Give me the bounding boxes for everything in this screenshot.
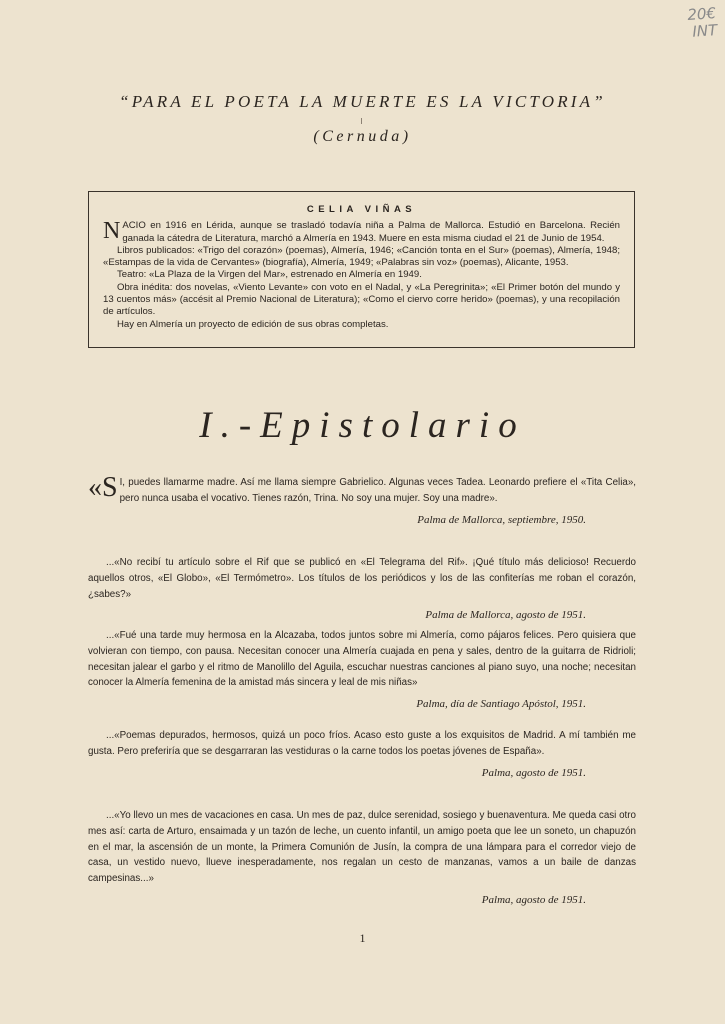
fold-mark bbox=[361, 118, 362, 124]
letter-body: I, puedes llamarme madre. Así me llama siempre Gabrielico. Algunas veces Tadea. Leonardo prefiere el «Tita Celia», pero nunca usaba el vocativo. Tienes razón, Trina. No soy una mujer. Soy una madre». bbox=[119, 477, 636, 504]
letter-place-date: Palma de Mallorca, septiembre, 1950. bbox=[417, 513, 586, 526]
biography-paragraph bbox=[103, 220, 620, 245]
letter-excerpt bbox=[88, 472, 636, 528]
letter-place-date: Palma, agosto de 1951. bbox=[481, 766, 586, 779]
biography-theatre: Teatro: «La Plaza de la Virgen del Mar», estrenado en Almería en 1949. bbox=[117, 269, 422, 281]
section-title: I.-Epistolario bbox=[199, 405, 526, 446]
handwritten-note bbox=[687, 5, 718, 41]
letter-excerpt bbox=[88, 628, 636, 713]
letter-excerpt bbox=[88, 555, 636, 624]
letter-text: ...«Yo llevo un mes de vacaciones en casa. Un mes de paz, dulce serenidad, sosiego y buenaventura. Me queda casi otro mes así: carta de Arturo, ensaimada y un tazón de leche, un cuento infantil, un amigo poeta que lee un soneto, un chapuzón en el mar, la ascensión de un monte, la Primera Comunión de Jusín, la compra de una lámpara para el corredor viejo de casa, un vestido nuevo, llueve inesperadamente, nos regalan un cesto de manzanas, vamos a un baile de danzas campesinas...» bbox=[88, 810, 636, 885]
biography-text: ACIO en 1916 en Lérida, aunque se trasladó todavía niña a Palma de Mallorca. Estudió en Barcelona. Recién ganada la cátedra de Literatura, marchó a Almería en 1943. Muere en esta misma ciudad el 21 de Junio de 1954. bbox=[122, 220, 620, 244]
page-number: 1 bbox=[359, 931, 366, 945]
letter-place-date: Palma, día de Santiago Apóstol, 1951. bbox=[416, 698, 586, 711]
biography-books: Libros publicados: «Trigo del corazón» (poemas), Almería, 1946; «Canción tonta en el Sur» (poemas), Almería, 1948; «Estampas de la vida de Cervantes» (biografía), Almería, 1949; «Palabras sin voz» (poemas), Alicante, 1953. bbox=[103, 244, 620, 269]
price-note: 20€ bbox=[687, 4, 717, 24]
biography-title: CELIA VIÑAS bbox=[306, 204, 417, 215]
letter-text: ...«No recibí tu artículo sobre el Rif que se publicó en «El Telegrama del Rif». ¡Qué título más delicioso! Recuerdo aquellos otros, «El Globo», «El Termómetro». Los títulos de los periódicos y los de las confiterías me roban el corazón, ¿sabes?» bbox=[88, 557, 636, 600]
code-note: INT bbox=[692, 21, 719, 41]
epigraph: “PARA EL POETA LA MUERTE ES LA VICTORIA” bbox=[119, 92, 606, 111]
letter-text: ...«Poemas depurados, hermosos, quizá un poco fríos. Acaso esto guste a los exquisitos de Madrid. A mí también me gusta. Pero preferiría que se desgarraran las vestiduras o la carne todos los poetas jóvenes de España». bbox=[88, 730, 636, 757]
letter-excerpt bbox=[88, 728, 636, 781]
biography-edition: Hay en Almería un proyecto de edición de sus obras completas. bbox=[117, 318, 389, 330]
letter-place-date: Palma de Mallorca, agosto de 1951. bbox=[425, 609, 586, 622]
letter-excerpt bbox=[88, 808, 636, 909]
letter-place-date: Palma, agosto de 1951. bbox=[481, 893, 586, 906]
drop-cap: N bbox=[103, 218, 121, 245]
epigraph-attribution: (Cernuda) bbox=[313, 128, 412, 145]
letter-text bbox=[88, 472, 636, 507]
biography-box bbox=[88, 191, 635, 348]
opening-quote-dropcap: «S bbox=[88, 472, 118, 503]
letter-text: ...«Fué una tarde muy hermosa en la Alcazaba, todos juntos sobre mi Almería, como pájaros felices. Pero quisiera que volvieran con tiempo, con pausa. Necesitan conocer una Almería cuajada en pena y sales, dentro de la guitarra de Ridrioli; necesitan jalear el garbo y el ritmo de Manolillo del Aguila, escuchar nuestras canciones al piano suyo, una noche; necesitan conocer la Almería femenina de la amistad más sincera y leal de mis niñas» bbox=[88, 630, 636, 689]
biography-unpublished: Obra inédita: dos novelas, «Viento Levante» con voto en el Nadal, y «La Peregrinita»; «El Primer botón del mundo y 13 cuentos más» (accésit al Premio Nacional de Literatura); «Como el ciervo corre herido» (poemas), y una recopilación de artículos. bbox=[103, 281, 620, 318]
